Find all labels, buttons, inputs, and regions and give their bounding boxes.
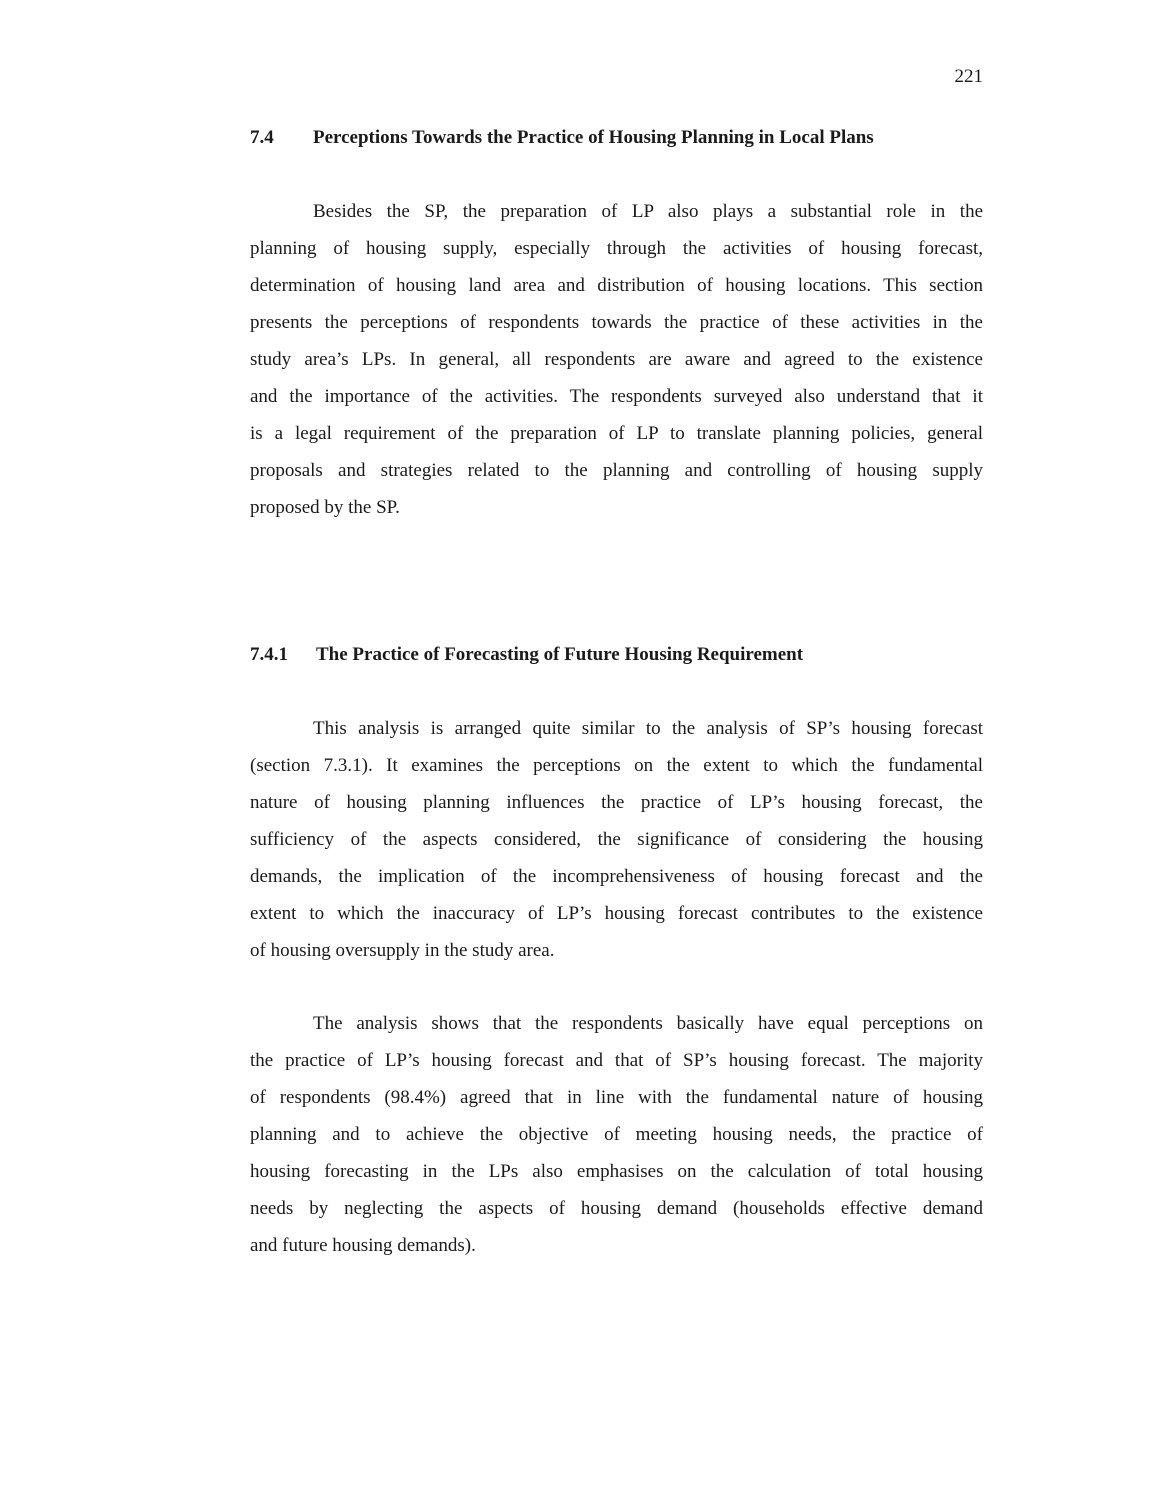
section-number: 7.4 xyxy=(250,127,274,148)
text-line: is a legal requirement of the preparation of LP to translate planning policies, general xyxy=(250,423,983,444)
text-line: presents the perceptions of respondents towards the practice of these activities in the xyxy=(250,312,983,333)
text-line: The analysis shows that the respondents basically have equal perceptions on xyxy=(313,1013,983,1034)
text-line: of housing oversupply in the study area. xyxy=(250,940,555,961)
text-line: the practice of LP’s housing forecast and that of SP’s housing forecast. The majority xyxy=(250,1050,983,1071)
text-line: determination of housing land area and distribution of housing locations. This section xyxy=(250,275,983,296)
section-title: The Practice of Forecasting of Future Housing Requirement xyxy=(316,644,804,665)
text-line: nature of housing planning influences the practice of LP’s housing forecast, the xyxy=(250,792,983,813)
section-title: Perceptions Towards the Practice of Housing Planning in Local Plans xyxy=(313,127,874,148)
text-line: proposed by the SP. xyxy=(250,497,400,518)
text-line: and the importance of the activities. The respondents surveyed also understand that it xyxy=(250,386,983,407)
text-line: This analysis is arranged quite similar to the analysis of SP’s housing forecast xyxy=(313,718,983,739)
text-line: planning and to achieve the objective of meeting housing needs, the practice of xyxy=(250,1124,983,1145)
text-line: and future housing demands). xyxy=(250,1235,476,1256)
text-line: (section 7.3.1). It examines the perceptions on the extent to which the fundamental xyxy=(250,755,983,776)
paragraph-7-4-1-b xyxy=(250,1005,983,1264)
text-line: housing forecasting in the LPs also emphasises on the calculation of total housing xyxy=(250,1161,983,1182)
text-line: proposals and strategies related to the planning and controlling of housing supply xyxy=(250,460,983,481)
page-number: 221 xyxy=(954,66,983,87)
text-line: Besides the SP, the preparation of LP also plays a substantial role in the xyxy=(313,201,983,222)
paragraph-7-4 xyxy=(250,193,983,526)
text-line: needs by neglecting the aspects of housing demand (households effective demand xyxy=(250,1198,983,1219)
section-heading-7-4-1 xyxy=(250,642,803,668)
text-line: planning of housing supply, especially through the activities of housing forecast, xyxy=(250,238,983,259)
text-line: study area’s LPs. In general, all respondents are aware and agreed to the existence xyxy=(250,349,983,370)
section-heading-7-4 xyxy=(250,125,874,151)
text-line: extent to which the inaccuracy of LP’s housing forecast contributes to the existence xyxy=(250,903,983,924)
text-line: sufficiency of the aspects considered, the significance of considering the housing xyxy=(250,829,983,850)
text-line: demands, the implication of the incomprehensiveness of housing forecast and the xyxy=(250,866,983,887)
text-line: of respondents (98.4%) agreed that in line with the fundamental nature of housing xyxy=(250,1087,983,1108)
paragraph-7-4-1-a xyxy=(250,710,983,969)
section-number: 7.4.1 xyxy=(250,644,288,665)
